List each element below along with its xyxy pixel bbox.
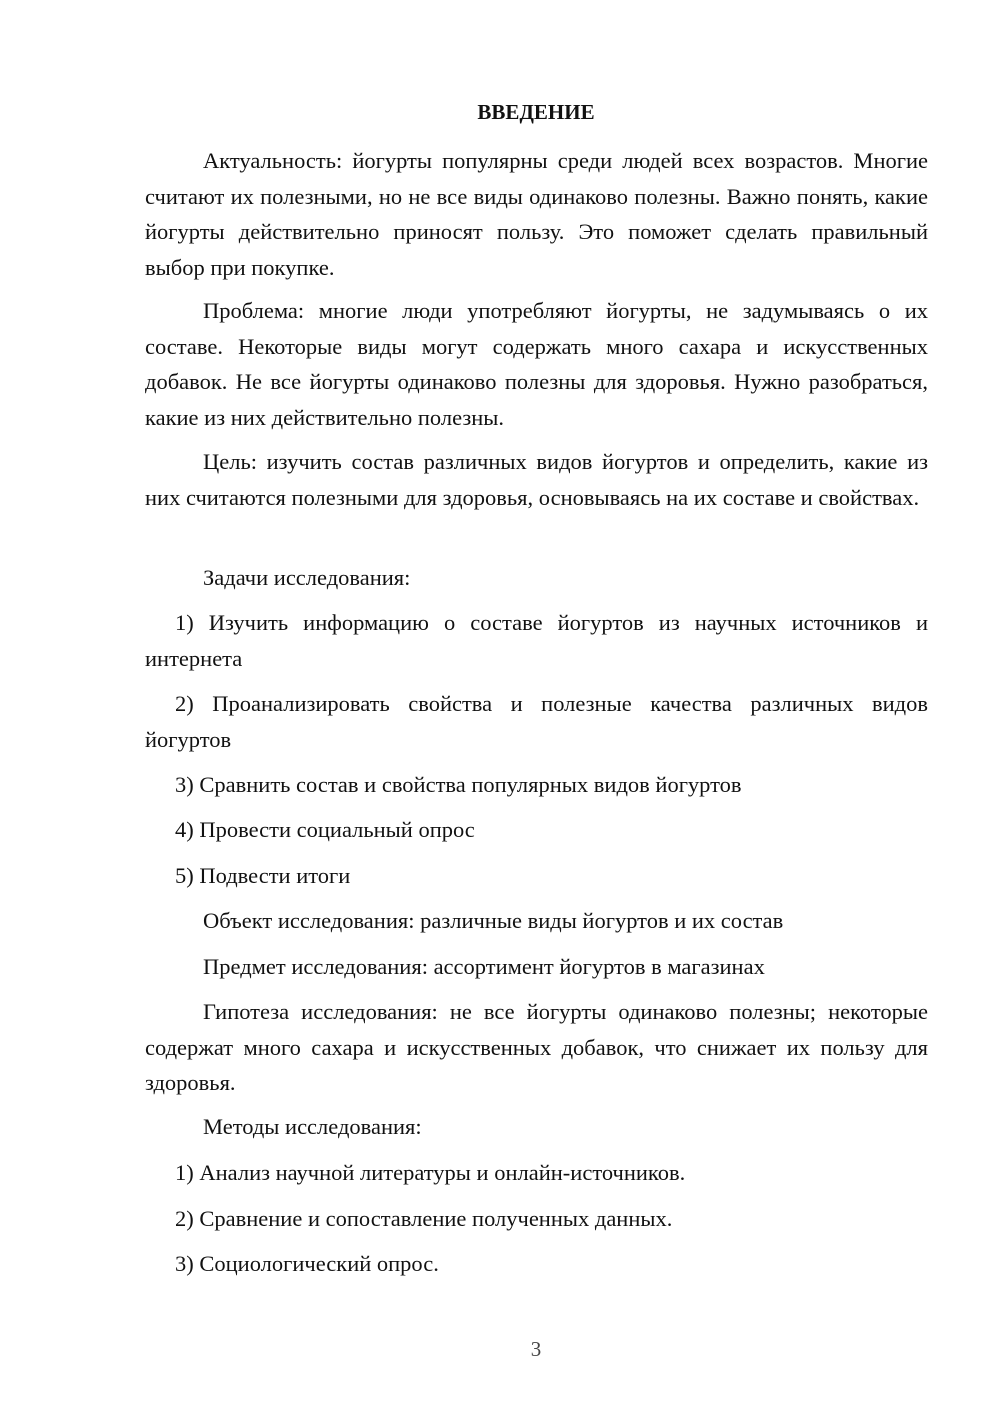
task-item-3: 3) Сравнить состав и свойства популярных видов йогуртов xyxy=(175,772,742,797)
task-item-2: 2) Проанализировать свойства и полезные качества различных видов йогуртов xyxy=(145,691,928,752)
relevance-paragraph: Актуальность: йогурты популярны среди людей всех возрастов. Многие считают их полезными, но не все виды одинаково полезны. Важно понять, какие йогурты действительно приносят пользу. Это поможет сделать правильный выбор при покупке. xyxy=(145,148,928,281)
problem-paragraph: Проблема: многие люди употребляют йогурты, не задумываясь о их составе. Некоторые виды могут содержать много сахара и искусственных добавок. Не все йогурты одинаково полезны для здоровья. Нужно разобраться, какие из них действительно полезны. xyxy=(145,298,928,431)
task-item-4: 4) Провести социальный опрос xyxy=(175,817,475,842)
task-item-1: 1) Изучить информацию о составе йогуртов из научных источников и интернета xyxy=(145,610,928,671)
subject-paragraph: Предмет исследования: ассортимент йогуртов в магазинах xyxy=(203,954,765,979)
methods-heading: Методы исследования: xyxy=(203,1114,422,1139)
task-item-5: 5) Подвести итоги xyxy=(175,863,351,888)
method-item-1: 1) Анализ научной литературы и онлайн-источников. xyxy=(175,1160,686,1185)
goal-paragraph: Цель: изучить состав различных видов йогуртов и определить, какие из них считаются полезными для здоровья, основываясь на их составе и свойствах. xyxy=(145,449,928,510)
page-title: ВВЕДЕНИЕ xyxy=(477,100,595,124)
tasks-heading: Задачи исследования: xyxy=(203,565,411,590)
hypothesis-paragraph: Гипотеза исследования: не все йогурты одинаково полезны; некоторые содержат много сахара и искусственных добавок, что снижает их пользу для здоровья. xyxy=(145,999,928,1096)
method-item-3: 3) Социологический опрос. xyxy=(175,1251,439,1276)
page-number: 3 xyxy=(530,1337,542,1361)
method-item-2: 2) Сравнение и сопоставление полученных данных. xyxy=(175,1206,673,1231)
object-paragraph: Объект исследования: различные виды йогуртов и их состав xyxy=(203,908,784,933)
